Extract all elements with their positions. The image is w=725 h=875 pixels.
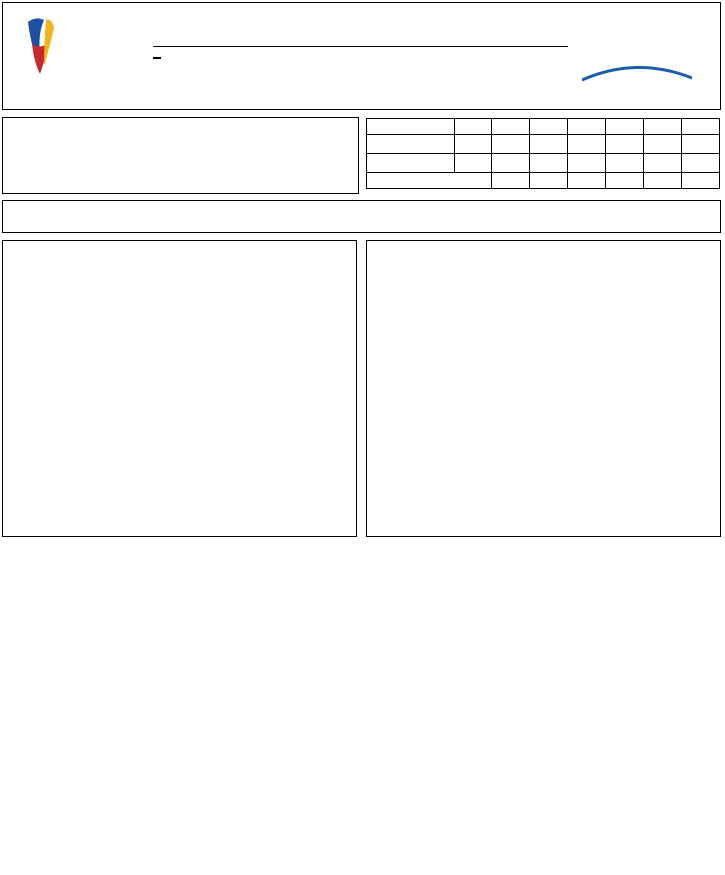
score-set4 <box>606 154 644 173</box>
score-set5 <box>644 154 682 173</box>
score-sets <box>455 154 492 173</box>
score-set3 <box>568 135 606 154</box>
score-set5 <box>644 135 682 154</box>
duration-label <box>367 173 492 189</box>
report-code <box>153 57 161 59</box>
title-divider <box>153 46 568 47</box>
score-total <box>682 154 720 173</box>
score-header-total <box>682 119 720 135</box>
score-sets <box>455 135 492 154</box>
score-set3 <box>568 154 606 173</box>
score-header-teams <box>367 119 455 135</box>
score-total <box>682 135 720 154</box>
score-set4 <box>606 135 644 154</box>
match-info-box <box>2 117 359 194</box>
score-set1 <box>492 135 530 154</box>
score-team <box>367 154 455 173</box>
duration-set1 <box>492 173 530 189</box>
duration-set2 <box>530 173 568 189</box>
score-header-row <box>367 119 720 135</box>
cub-lineup-panel <box>2 240 357 537</box>
score-header-set2 <box>530 119 568 135</box>
score-set2 <box>530 154 568 173</box>
duration-row <box>367 173 720 189</box>
duration-total <box>682 173 720 189</box>
referees-box <box>2 200 721 233</box>
referees-block <box>6 202 70 232</box>
score-header-set3 <box>568 119 606 135</box>
score-header-set5 <box>644 119 682 135</box>
fivb-logo <box>582 26 692 86</box>
duration-set5 <box>644 173 682 189</box>
city-row <box>6 139 20 153</box>
performance-section <box>2 570 721 840</box>
championship-logo <box>22 14 132 82</box>
score-row-col <box>367 154 720 173</box>
duration-row <box>6 177 32 191</box>
score-header-set1 <box>492 119 530 135</box>
score-header-sets <box>455 119 492 135</box>
duration-set3 <box>568 173 606 189</box>
score-set2 <box>530 135 568 154</box>
score-table <box>366 118 720 189</box>
score-header-set4 <box>606 119 644 135</box>
score-row-cub <box>367 135 720 154</box>
score-set1 <box>492 154 530 173</box>
duration-set4 <box>606 173 644 189</box>
hall-row <box>6 158 22 172</box>
col-lineup-panel <box>366 240 721 537</box>
score-team <box>367 135 455 154</box>
